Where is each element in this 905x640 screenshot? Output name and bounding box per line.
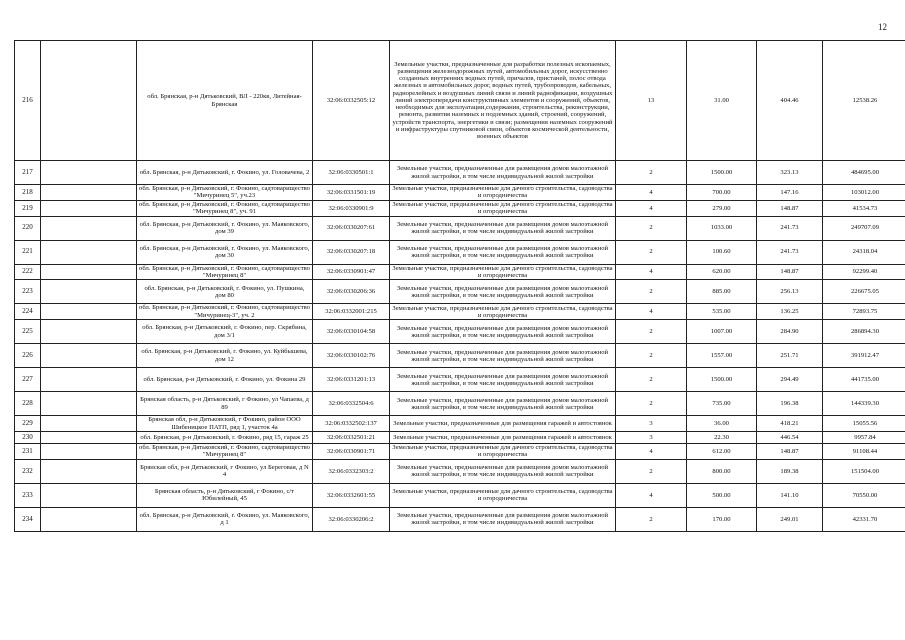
cadastral-number-cell: 32:06:0332501:21 bbox=[313, 432, 390, 444]
row-number-cell: 231 bbox=[15, 444, 41, 460]
table-row bbox=[15, 185, 905, 201]
cadastral-value-cell: 24318.04 bbox=[823, 240, 905, 264]
address-cell: обл. Брянская, р-н Дятьковский, г. Фокино, садтоварищество "Мичуринец 8" bbox=[137, 264, 313, 280]
table-row bbox=[15, 280, 905, 304]
cadastral-value-cell: 42331.70 bbox=[823, 507, 905, 531]
table-row bbox=[15, 507, 905, 531]
area-cell: 22.30 bbox=[687, 432, 757, 444]
rate-cell: 404.46 bbox=[757, 41, 823, 161]
row-number-cell: 223 bbox=[15, 280, 41, 304]
area-cell: 100.60 bbox=[687, 240, 757, 264]
area-cell: 1500.00 bbox=[687, 368, 757, 392]
land-use-cell: Земельные участки, предназначенные для дачного строительства, садоводства и огородничества bbox=[390, 185, 616, 201]
empty-cell bbox=[41, 161, 137, 185]
area-cell: 620.00 bbox=[687, 264, 757, 280]
table-row bbox=[15, 216, 905, 240]
area-cell: 700.00 bbox=[687, 185, 757, 201]
table-row bbox=[15, 392, 905, 416]
group-cell: 2 bbox=[616, 459, 687, 483]
cadastral-number-cell: 32:06:0330206:36 bbox=[313, 280, 390, 304]
cadastral-value-cell: 441735.00 bbox=[823, 368, 905, 392]
cadastral-value-cell: 91108.44 bbox=[823, 444, 905, 460]
cadastral-number-cell: 32:06:0330104:58 bbox=[313, 320, 390, 344]
land-use-cell: Земельные участки, предназначенные для размещения домов малоэтажной жилой застройки, в том числе индивидуальной жилой застройки bbox=[390, 320, 616, 344]
area-cell: 612.00 bbox=[687, 444, 757, 460]
group-cell: 4 bbox=[616, 483, 687, 507]
rate-cell: 249.01 bbox=[757, 507, 823, 531]
land-use-cell: Земельные участки, предназначенные для разработки полезных ископаемых, размещения железнодорожных путей, автомобильных дорог, искусственно созданных внутренних водных путей, причалов, пристаней, полос отвода железных и автомобильных дорог, водных путей, трубопроводов, кабельных, радиорелейных и воздушных линий связи и линий радиофикации, воздушных линий электропередачи конструктивных элементов и сооружений, объектов, необходимых для эксплуатации,содержания, строительства, реконструкции, ремонта, развития наземных и подземных зданий, строений, сооружений, устройств транспорта, энергетики и связи; размещения наземных сооружений и инфраструктуры спутниковой связи, объектов космической деятельности, военных объектов bbox=[390, 41, 616, 161]
rate-cell: 418.21 bbox=[757, 416, 823, 432]
rate-cell: 148.87 bbox=[757, 264, 823, 280]
rate-cell: 196.38 bbox=[757, 392, 823, 416]
group-cell: 2 bbox=[616, 161, 687, 185]
address-cell: обл. Брянская, р-н Дятьковский, г. Фокино, садтоварищество "Мичуринец 8" bbox=[137, 444, 313, 460]
empty-cell bbox=[41, 444, 137, 460]
row-number-cell: 221 bbox=[15, 240, 41, 264]
cadastral-number-cell: 32:06:0331501:19 bbox=[313, 185, 390, 201]
cadastral-value-cell: 103012.00 bbox=[823, 185, 905, 201]
cadastral-value-cell: 41534.73 bbox=[823, 200, 905, 216]
table-row bbox=[15, 459, 905, 483]
cadastral-number-cell: 32:06:0330501:1 bbox=[313, 161, 390, 185]
land-use-cell: Земельные участки, предназначенные для размещения домов малоэтажной жилой застройки, в том числе индивидуальной жилой застройки bbox=[390, 240, 616, 264]
cadastral-value-cell: 12538.26 bbox=[823, 41, 905, 161]
address-cell: обл. Брянская, р-н Дятьковский, ВЛ - 220кв, Литейная-Брянская bbox=[137, 41, 313, 161]
group-cell: 4 bbox=[616, 264, 687, 280]
address-cell: обл. Брянская, р-н Дятьковский, г. Фокино, ряд 15, гараж 25 bbox=[137, 432, 313, 444]
group-cell: 4 bbox=[616, 304, 687, 320]
row-number-cell: 217 bbox=[15, 161, 41, 185]
land-use-cell: Земельные участки, предназначенные для размещения домов малоэтажной жилой застройки, в том числе индивидуальной жилой застройки bbox=[390, 161, 616, 185]
rate-cell: 251.71 bbox=[757, 344, 823, 368]
empty-cell bbox=[41, 392, 137, 416]
group-cell: 2 bbox=[616, 392, 687, 416]
table-row bbox=[15, 264, 905, 280]
row-number-cell: 218 bbox=[15, 185, 41, 201]
cadastral-value-cell: 144339.30 bbox=[823, 392, 905, 416]
rate-cell: 241.73 bbox=[757, 240, 823, 264]
cadastral-value-cell: 92299.40 bbox=[823, 264, 905, 280]
row-number-cell: 227 bbox=[15, 368, 41, 392]
cadastral-value-cell: 15055.56 bbox=[823, 416, 905, 432]
land-use-cell: Земельные участки, предназначенные для дачного строительства, садоводства и огородничества bbox=[390, 483, 616, 507]
cadastral-value-cell: 484695.00 bbox=[823, 161, 905, 185]
cadastral-number-cell: 32:06:0332504:6 bbox=[313, 392, 390, 416]
cadastral-number-cell: 32:06:0330102:76 bbox=[313, 344, 390, 368]
cadastral-value-cell: 249707.09 bbox=[823, 216, 905, 240]
address-cell: Брянская область, р-н Дятьковский, г Фокино, ул Чапаева, д 89 bbox=[137, 392, 313, 416]
land-use-cell: Земельные участки, предназначенные для дачного строительства, садоводства и огородничества bbox=[390, 200, 616, 216]
empty-cell bbox=[41, 304, 137, 320]
area-cell: 535.00 bbox=[687, 304, 757, 320]
land-use-cell: Земельные участки, предназначенные для размещения домов малоэтажной жилой застройки, в том числе индивидуальной жилой застройки bbox=[390, 216, 616, 240]
address-cell: Брянская обл, р-н Дятьковский, г Фокино, ул Береговая, д N 4 bbox=[137, 459, 313, 483]
empty-cell bbox=[41, 344, 137, 368]
cadastral-number-cell: 32:06:0330207:18 bbox=[313, 240, 390, 264]
address-cell: обл. Брянская, р-н Дятьковский, г. Фокино, ул. Пушкина, дом 80 bbox=[137, 280, 313, 304]
group-cell: 13 bbox=[616, 41, 687, 161]
address-cell: Брянская область, р-н Дятьковский, г Фокино, с/т Юбилейный, 45 bbox=[137, 483, 313, 507]
empty-cell bbox=[41, 320, 137, 344]
group-cell: 3 bbox=[616, 432, 687, 444]
table-row bbox=[15, 304, 905, 320]
table-row bbox=[15, 432, 905, 444]
row-number-cell: 225 bbox=[15, 320, 41, 344]
row-number-cell: 226 bbox=[15, 344, 41, 368]
cadastral-value-cell: 391912.47 bbox=[823, 344, 905, 368]
row-number-cell: 229 bbox=[15, 416, 41, 432]
address-cell: обл. Брянская, р-н Дятьковский, г. Фокино, садтоварищество "Мичуринец 8", уч. 91 bbox=[137, 200, 313, 216]
address-cell: обл. Брянская, р-н Дятьковский, г. Фокино, ул. Головачева, 2 bbox=[137, 161, 313, 185]
table-body bbox=[15, 41, 905, 532]
land-use-cell: Земельные участки, предназначенные для размещения домов малоэтажной жилой застройки, в том числе индивидуальной жилой застройки bbox=[390, 459, 616, 483]
table-row bbox=[15, 444, 905, 460]
empty-cell bbox=[41, 185, 137, 201]
address-cell: обл. Брянская, р-н Дятьковский, г. Фокино, ул. Фокина 29 bbox=[137, 368, 313, 392]
cadastral-number-cell: 32:06:0332001:215 bbox=[313, 304, 390, 320]
rate-cell: 147.16 bbox=[757, 185, 823, 201]
rate-cell: 284.90 bbox=[757, 320, 823, 344]
land-use-cell: Земельные участки, предназначенные для размещения гаражей и автостоянок bbox=[390, 432, 616, 444]
group-cell: 2 bbox=[616, 240, 687, 264]
group-cell: 4 bbox=[616, 444, 687, 460]
land-use-cell: Земельные участки, предназначенные для размещения гаражей и автостоянок bbox=[390, 416, 616, 432]
rate-cell: 136.25 bbox=[757, 304, 823, 320]
area-cell: 1500.00 bbox=[687, 161, 757, 185]
cadastral-value-cell: 286894.30 bbox=[823, 320, 905, 344]
rate-cell: 189.38 bbox=[757, 459, 823, 483]
row-number-cell: 230 bbox=[15, 432, 41, 444]
area-cell: 1033.00 bbox=[687, 216, 757, 240]
land-use-cell: Земельные участки, предназначенные для дачного строительства, садоводства и огородничества bbox=[390, 304, 616, 320]
empty-cell bbox=[41, 216, 137, 240]
empty-cell bbox=[41, 416, 137, 432]
land-use-cell: Земельные участки, предназначенные для размещения домов малоэтажной жилой застройки, в том числе индивидуальной жилой застройки bbox=[390, 368, 616, 392]
land-registry-table bbox=[14, 40, 905, 532]
empty-cell bbox=[41, 483, 137, 507]
rate-cell: 148.87 bbox=[757, 444, 823, 460]
area-cell: 170.00 bbox=[687, 507, 757, 531]
address-cell: обл. Брянская, р-н Дятьковский, г. Фокино, садтоварищество "Мичуринец 5", уч.23 bbox=[137, 185, 313, 201]
row-number-cell: 233 bbox=[15, 483, 41, 507]
rate-cell: 141.10 bbox=[757, 483, 823, 507]
table-row bbox=[15, 416, 905, 432]
cadastral-number-cell: 32:06:0330207:61 bbox=[313, 216, 390, 240]
empty-cell bbox=[41, 264, 137, 280]
land-use-cell: Земельные участки, предназначенные для дачного строительства, садоводства и огородничества bbox=[390, 264, 616, 280]
row-number-cell: 222 bbox=[15, 264, 41, 280]
address-cell: обл. Брянская, р-н Дятьковский, г. Фокино, ул. Маяковского, д 1 bbox=[137, 507, 313, 531]
area-cell: 1557.00 bbox=[687, 344, 757, 368]
row-number-cell: 220 bbox=[15, 216, 41, 240]
area-cell: 500.00 bbox=[687, 483, 757, 507]
group-cell: 2 bbox=[616, 280, 687, 304]
cadastral-number-cell: 32:06:0331201:13 bbox=[313, 368, 390, 392]
empty-cell bbox=[41, 507, 137, 531]
empty-cell bbox=[41, 200, 137, 216]
land-use-cell: Земельные участки, предназначенные для размещения домов малоэтажной жилой застройки, в том числе индивидуальной жилой застройки bbox=[390, 280, 616, 304]
group-cell: 2 bbox=[616, 216, 687, 240]
land-use-cell: Земельные участки, предназначенные для размещения домов малоэтажной жилой застройки, в том числе индивидуальной жилой застройки bbox=[390, 507, 616, 531]
group-cell: 2 bbox=[616, 320, 687, 344]
area-cell: 1007.00 bbox=[687, 320, 757, 344]
table-row bbox=[15, 344, 905, 368]
cadastral-number-cell: 32:06:0330901:47 bbox=[313, 264, 390, 280]
address-cell: обл. Брянская, р-н Дятьковский, г. Фокино, пер. Скрябина, дом 3/1 bbox=[137, 320, 313, 344]
cadastral-number-cell: 32:06:0330901:71 bbox=[313, 444, 390, 460]
table-row bbox=[15, 41, 905, 161]
cadastral-value-cell: 70550.00 bbox=[823, 483, 905, 507]
row-number-cell: 234 bbox=[15, 507, 41, 531]
group-cell: 2 bbox=[616, 507, 687, 531]
cadastral-value-cell: 72893.75 bbox=[823, 304, 905, 320]
group-cell: 4 bbox=[616, 185, 687, 201]
rate-cell: 323.13 bbox=[757, 161, 823, 185]
table-row bbox=[15, 161, 905, 185]
cadastral-value-cell: 226675.05 bbox=[823, 280, 905, 304]
page-number: 12 bbox=[878, 22, 887, 32]
address-cell: обл. Брянская, р-н Дятьковский, г. Фокино, ул. Маяковского, дом 39 bbox=[137, 216, 313, 240]
empty-cell bbox=[41, 240, 137, 264]
empty-cell bbox=[41, 280, 137, 304]
table-row bbox=[15, 240, 905, 264]
area-cell: 735.00 bbox=[687, 392, 757, 416]
group-cell: 2 bbox=[616, 344, 687, 368]
land-use-cell: Земельные участки, предназначенные для размещения домов малоэтажной жилой застройки, в том числе индивидуальной жилой застройки bbox=[390, 392, 616, 416]
rate-cell: 148.87 bbox=[757, 200, 823, 216]
row-number-cell: 224 bbox=[15, 304, 41, 320]
cadastral-value-cell: 9957.84 bbox=[823, 432, 905, 444]
rate-cell: 294.49 bbox=[757, 368, 823, 392]
cadastral-number-cell: 32:06:0332502:137 bbox=[313, 416, 390, 432]
empty-cell bbox=[41, 459, 137, 483]
area-cell: 800.00 bbox=[687, 459, 757, 483]
area-cell: 36.00 bbox=[687, 416, 757, 432]
rate-cell: 446.54 bbox=[757, 432, 823, 444]
land-use-cell: Земельные участки, предназначенные для дачного строительства, садоводства и огородничества bbox=[390, 444, 616, 460]
row-number-cell: 228 bbox=[15, 392, 41, 416]
address-cell: обл. Брянская, р-н Дятьковский, г. Фокино, садтоварищество "Мичуринец-3", уч. 2 bbox=[137, 304, 313, 320]
table-row bbox=[15, 368, 905, 392]
cadastral-number-cell: 32:06:0332601:55 bbox=[313, 483, 390, 507]
cadastral-number-cell: 32:06:0330901:9 bbox=[313, 200, 390, 216]
row-number-cell: 219 bbox=[15, 200, 41, 216]
area-cell: 885.00 bbox=[687, 280, 757, 304]
address-cell: Брянская обл, р-н Дятьковский, г Фокино, район ООО Шибеницкое ПАТП, ряд 1, участок 4а bbox=[137, 416, 313, 432]
group-cell: 4 bbox=[616, 200, 687, 216]
cadastral-number-cell: 32:06:0332303:2 bbox=[313, 459, 390, 483]
address-cell: обл. Брянская, р-н Дятьковский, г. Фокино, ул. Куйбышева, дом 12 bbox=[137, 344, 313, 368]
rate-cell: 256.13 bbox=[757, 280, 823, 304]
address-cell: обл. Брянская, р-н Дятьковский, г. Фокино, ул. Маяковского, дом 30 bbox=[137, 240, 313, 264]
area-cell: 279.00 bbox=[687, 200, 757, 216]
cadastral-number-cell: 32:06:0332505:12 bbox=[313, 41, 390, 161]
area-cell: 31.00 bbox=[687, 41, 757, 161]
row-number-cell: 216 bbox=[15, 41, 41, 161]
row-number-cell: 232 bbox=[15, 459, 41, 483]
rate-cell: 241.73 bbox=[757, 216, 823, 240]
empty-cell bbox=[41, 41, 137, 161]
table-row bbox=[15, 320, 905, 344]
empty-cell bbox=[41, 368, 137, 392]
group-cell: 3 bbox=[616, 416, 687, 432]
table-row bbox=[15, 483, 905, 507]
land-use-cell: Земельные участки, предназначенные для размещения домов малоэтажной жилой застройки, в том числе индивидуальной жилой застройки bbox=[390, 344, 616, 368]
table-row bbox=[15, 200, 905, 216]
cadastral-value-cell: 151504.00 bbox=[823, 459, 905, 483]
group-cell: 2 bbox=[616, 368, 687, 392]
empty-cell bbox=[41, 432, 137, 444]
cadastral-number-cell: 32:06:0330206:2 bbox=[313, 507, 390, 531]
